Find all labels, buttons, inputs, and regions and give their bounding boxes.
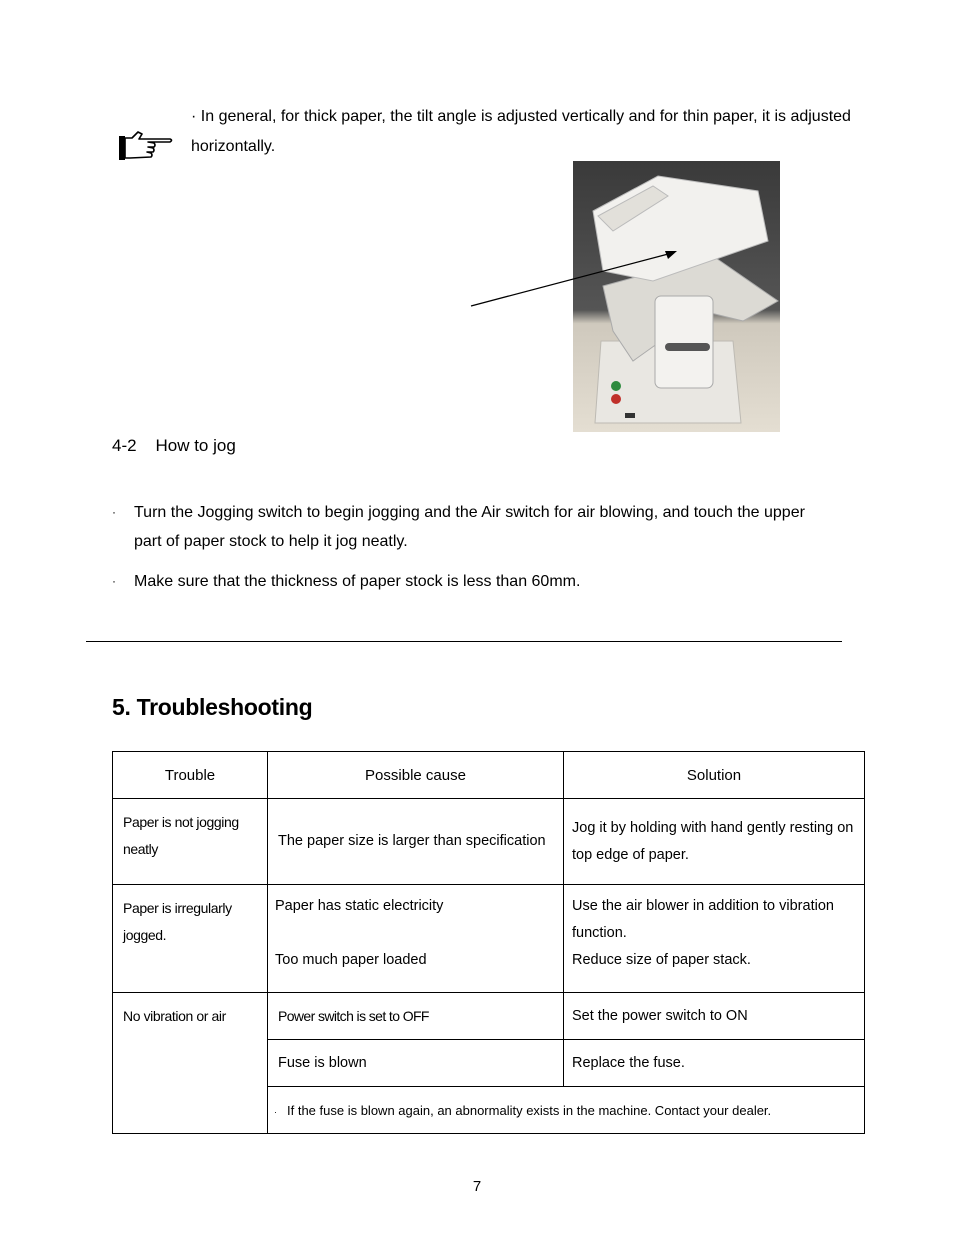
divider — [86, 641, 842, 642]
solution-cell: Set the power switch to ON — [564, 993, 865, 1040]
note-cell — [268, 1087, 865, 1134]
column-header-cause: Possible cause — [268, 752, 564, 799]
table-row — [113, 993, 865, 1040]
bullet-mark: · — [112, 505, 116, 519]
bullet-text: Turn the Jogging switch to begin jogging and the Air switch for air blowing, and touch the upper part of paper stock to help it jog neatly. — [134, 504, 805, 550]
table-row — [113, 799, 865, 885]
bullet-text: Make sure that the thickness of paper stock is less than 60mm. — [134, 573, 581, 590]
cause-line: Too much paper loaded — [275, 952, 427, 968]
solution-line: Use the air blower in addition to vibration function. — [572, 898, 834, 941]
table-row — [113, 885, 865, 993]
pointing-hand-icon — [118, 130, 174, 162]
solution-cell — [564, 885, 865, 993]
solution-cell: Jog it by holding with hand gently resting on top edge of paper. — [564, 799, 865, 885]
list-item — [112, 498, 832, 556]
trouble-cell: Paper is irregularly jogged. — [113, 885, 268, 993]
cause-cell — [268, 885, 564, 993]
bullet-mark: · — [112, 574, 116, 588]
troubleshooting-table — [112, 751, 865, 1134]
solution-cell: Replace the fuse. — [564, 1040, 865, 1087]
column-header-trouble: Trouble — [113, 752, 268, 799]
section-heading-4-2: 4-2 How to jog — [112, 436, 236, 455]
pointer-arrow — [466, 240, 686, 320]
fuse-note: If the fuse is blown again, an abnormality exists in the machine. Contact your dealer. — [287, 1102, 772, 1118]
solution-line: Reduce size of paper stack. — [572, 952, 751, 968]
list-item — [112, 567, 832, 596]
note-text: · In general, for thick paper, the tilt angle is adjusted vertically and for thin paper, it is adjusted horizontally. — [191, 108, 851, 155]
bullet-mark: · — [274, 1106, 277, 1117]
section-heading-troubleshooting: 5. Troubleshooting — [112, 694, 313, 720]
column-header-solution: Solution — [564, 752, 865, 799]
cause-cell: The paper size is larger than specification — [268, 799, 564, 885]
trouble-cell: No vibration or air — [113, 993, 268, 1134]
cause-line: Paper has static electricity — [275, 898, 444, 914]
trouble-cell: Paper is not jogging neatly — [113, 799, 268, 885]
cause-cell: Fuse is blown — [268, 1040, 564, 1087]
cause-cell: Power switch is set to OFF — [268, 993, 564, 1040]
page-number: 7 — [472, 1178, 482, 1195]
